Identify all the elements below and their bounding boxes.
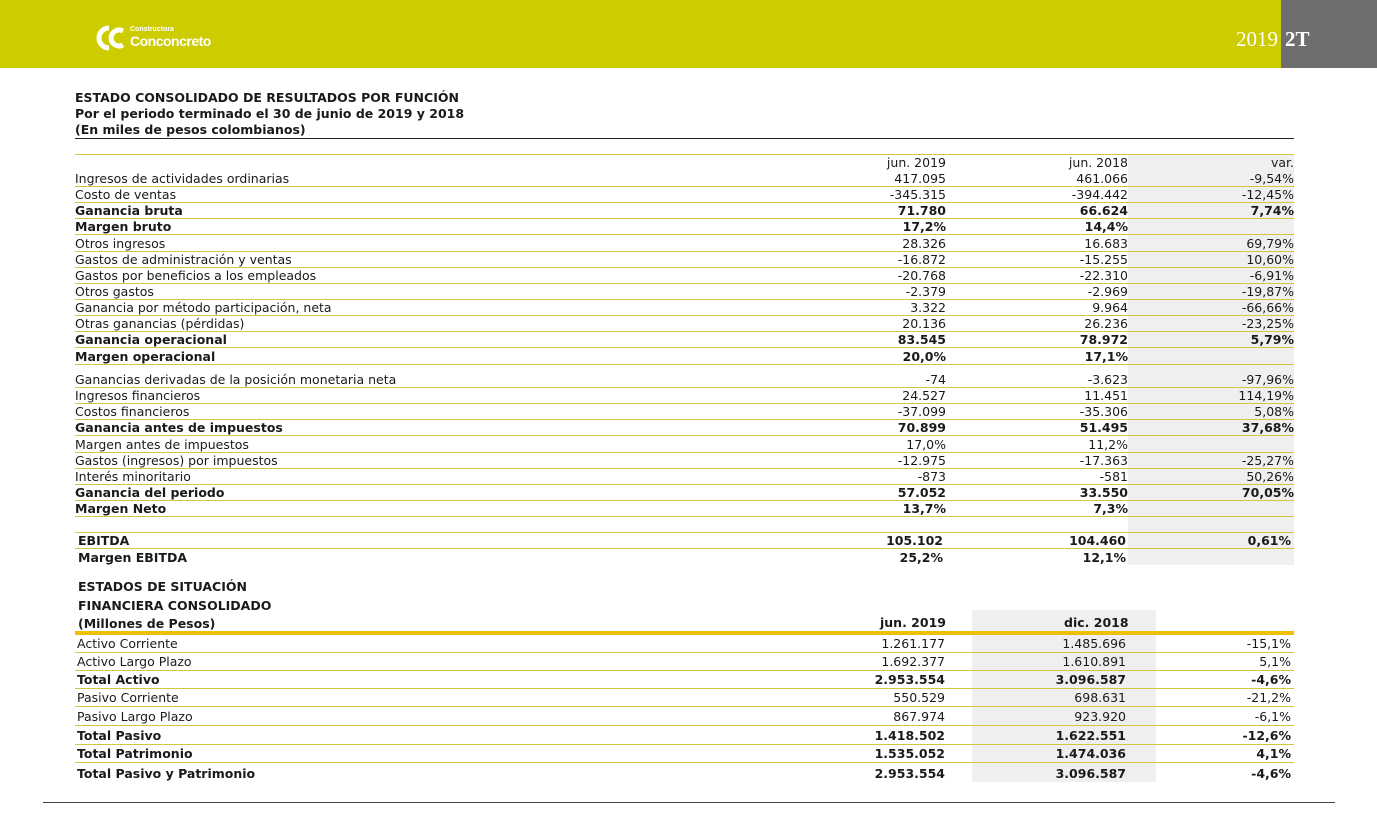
row-label: Activo Corriente [77, 636, 178, 651]
value-jun-2018: 78.972 [1079, 332, 1128, 347]
value-jun-2018: -581 [1099, 469, 1128, 484]
value-var: -6,1% [1254, 709, 1291, 724]
value-jun-2019: -20.768 [897, 268, 946, 283]
value-jun-2018: 66.624 [1079, 203, 1128, 218]
income-row [75, 203, 1294, 219]
income-row [75, 453, 1294, 469]
value-jun-2019: -345.315 [889, 187, 946, 202]
balance-row [75, 708, 1294, 726]
income-row [75, 268, 1294, 284]
value-jun-2018: 26.236 [1084, 316, 1128, 331]
income-title-line: (En miles de pesos colombianos) [75, 122, 306, 137]
income-row [75, 404, 1294, 420]
value-jun-2019: 71.780 [897, 203, 946, 218]
income-row [75, 437, 1294, 453]
value-jun-2019: -74 [925, 372, 946, 387]
value-var: 70,05% [1241, 485, 1294, 500]
value-dic-2018: 1.610.891 [1062, 654, 1126, 669]
income-row [75, 485, 1294, 501]
value-jun-2019: 20.136 [902, 316, 946, 331]
row-label: Ganancia del periodo [75, 485, 225, 500]
value-var: -9,54% [1249, 171, 1294, 186]
income-row [75, 316, 1294, 332]
row-label: Total Patrimonio [77, 746, 193, 761]
value-jun-2018: 33.550 [1079, 485, 1128, 500]
value-var: 4,1% [1256, 746, 1291, 761]
value-jun-2019: 70.899 [897, 420, 946, 435]
row-label: Margen antes de impuestos [75, 437, 249, 452]
balance-title-line: ESTADOS DE SITUACIÓN [78, 579, 247, 594]
value-jun-2018: 461.066 [1076, 171, 1128, 186]
value-jun-2018: 11,2% [1088, 437, 1128, 452]
value-jun-2019: 867.974 [893, 709, 945, 724]
value-dic-2018: 698.631 [1074, 690, 1126, 705]
value-var: 69,79% [1246, 236, 1294, 251]
value-jun-2019: 550.529 [893, 690, 945, 705]
row-label: Margen Neto [75, 501, 167, 516]
balance-row [75, 635, 1294, 653]
value-var: -21,2% [1246, 690, 1291, 705]
value-jun-2019: 3.322 [910, 300, 946, 315]
row-label: Pasivo Largo Plazo [77, 709, 193, 724]
row-label: Pasivo Corriente [77, 690, 179, 705]
row-label: Otras ganancias (pérdidas) [75, 316, 245, 331]
value-jun-2019: 57.052 [897, 485, 946, 500]
value-dic-2018: 3.096.587 [1055, 672, 1126, 687]
row-label: Ingresos financieros [75, 388, 201, 403]
value-jun-2018: -3.623 [1087, 372, 1128, 387]
value-var: -23,25% [1241, 316, 1294, 331]
income-row [75, 332, 1294, 348]
value-jun-2019: 24.527 [902, 388, 946, 403]
value-jun-2019: 25,2% [899, 550, 943, 565]
value-jun-2018: 17,1% [1084, 349, 1128, 364]
balance-row [75, 764, 1294, 782]
value-jun-2019: 13,7% [902, 501, 946, 516]
value-jun-2019: -873 [917, 469, 946, 484]
footer-divider [43, 802, 1335, 803]
income-row [75, 348, 1294, 365]
row-label: Costos financieros [75, 404, 190, 419]
value-jun-2019: 17,0% [906, 437, 946, 452]
value-jun-2018: -22.310 [1079, 268, 1128, 283]
value-jun-2019: 417.095 [894, 171, 946, 186]
row-label: Otros ingresos [75, 236, 166, 251]
value-var: -15,1% [1246, 636, 1291, 651]
value-var: -4,6% [1251, 766, 1291, 781]
title-divider [75, 138, 1294, 139]
value-jun-2018: 7,3% [1093, 501, 1128, 516]
row-label: Gastos por beneficios a los empleados [75, 268, 317, 283]
balance-title-line: (Millones de Pesos) [78, 616, 216, 631]
income-row [75, 388, 1294, 404]
logo-subtitle: Constructora [130, 26, 174, 33]
value-dic-2018: 1.474.036 [1055, 746, 1126, 761]
row-label: Ganancia operacional [75, 332, 227, 347]
income-row [75, 420, 1294, 436]
row-label: Ingresos de actividades ordinarias [75, 171, 290, 186]
row-label: Margen EBITDA [78, 550, 188, 565]
value-var: 114,19% [1238, 388, 1294, 403]
value-dic-2018: 3.096.587 [1055, 766, 1126, 781]
balance-row [75, 745, 1294, 763]
income-row [75, 501, 1294, 517]
balance-title-line: FINANCIERA CONSOLIDADO [78, 598, 272, 613]
value-var: -25,27% [1241, 453, 1294, 468]
income-header-row [75, 154, 1294, 171]
row-label: Total Pasivo y Patrimonio [77, 766, 256, 781]
col-header-jun-2019: jun. 2019 [886, 155, 946, 170]
income-row [75, 365, 1294, 388]
income-title-line: Por el periodo terminado el 30 de junio de 2019 y 2018 [75, 106, 465, 121]
income-row [75, 236, 1294, 252]
value-jun-2018: 9.964 [1092, 300, 1128, 315]
balance-row [75, 727, 1294, 745]
value-dic-2018: 923.920 [1074, 709, 1126, 724]
header-bar [0, 0, 1377, 68]
col-header-jun-2018: jun. 2018 [1068, 155, 1128, 170]
bs-col-header-dic-2018: dic. 2018 [1064, 615, 1129, 630]
row-label: Margen bruto [75, 219, 172, 234]
value-jun-2018: -394.442 [1071, 187, 1128, 202]
value-dic-2018: 1.622.551 [1055, 728, 1126, 743]
value-jun-2018: -15.255 [1079, 252, 1128, 267]
value-var: 50,26% [1246, 469, 1294, 484]
row-label: EBITDA [78, 533, 130, 548]
value-jun-2018: 12,1% [1082, 550, 1126, 565]
value-jun-2019: 1.535.052 [874, 746, 945, 761]
row-label: Ganancias derivadas de la posición monetaria neta [75, 372, 397, 387]
value-var: 10,60% [1246, 252, 1294, 267]
balance-row [75, 653, 1294, 671]
value-jun-2019: 17,2% [902, 219, 946, 234]
row-label: Otros gastos [75, 284, 154, 299]
value-var: 7,74% [1250, 203, 1294, 218]
value-var: -6,91% [1249, 268, 1294, 283]
value-jun-2019: -2.379 [905, 284, 946, 299]
value-jun-2019: 1.692.377 [881, 654, 945, 669]
row-label: Interés minoritario [75, 469, 191, 484]
income-row [75, 469, 1294, 485]
value-var: -4,6% [1251, 672, 1291, 687]
value-var: -19,87% [1241, 284, 1294, 299]
value-dic-2018: 1.485.696 [1062, 636, 1126, 651]
row-label: Activo Largo Plazo [77, 654, 192, 669]
value-jun-2018: -2.969 [1087, 284, 1128, 299]
balance-row [75, 671, 1294, 689]
value-var: -12,45% [1241, 187, 1294, 202]
income-row [75, 171, 1294, 187]
value-jun-2019: -12.975 [897, 453, 946, 468]
value-jun-2019: 1.261.177 [881, 636, 945, 651]
value-jun-2019: -37.099 [897, 404, 946, 419]
value-jun-2019: 20,0% [902, 349, 946, 364]
value-jun-2018: 104.460 [1069, 533, 1126, 548]
value-var: 0,61% [1247, 533, 1291, 548]
row-label: Total Pasivo [77, 728, 162, 743]
row-label: Total Activo [77, 672, 160, 687]
value-jun-2018: 11.451 [1084, 388, 1128, 403]
row-label: Ganancia antes de impuestos [75, 420, 283, 435]
report-year: 2019 [1236, 27, 1278, 51]
value-jun-2019: 2.953.554 [874, 766, 945, 781]
col-header-var: var. [1270, 155, 1294, 170]
row-label: Gastos de administración y ventas [75, 252, 292, 267]
value-var: -66,66% [1241, 300, 1294, 315]
row-label: Gastos (ingresos) por impuestos [75, 453, 278, 468]
value-jun-2019: 1.418.502 [874, 728, 945, 743]
income-row [75, 187, 1294, 203]
value-jun-2018: -35.306 [1079, 404, 1128, 419]
row-label: Ganancia por método participación, neta [75, 300, 332, 315]
bs-col-header-jun-2019: jun. 2019 [880, 615, 946, 630]
value-var: 5,08% [1254, 404, 1294, 419]
row-label: Ganancia bruta [75, 203, 183, 218]
balance-row [75, 689, 1294, 707]
row-label: Margen operacional [75, 349, 216, 364]
value-var: 5,1% [1259, 654, 1291, 669]
value-var: -97,96% [1241, 372, 1294, 387]
logo-wordmark: Conconcreto [130, 33, 211, 49]
income-row [75, 284, 1294, 300]
income-row [75, 533, 1294, 549]
value-jun-2019: 105.102 [886, 533, 943, 548]
income-row [75, 517, 1294, 533]
value-jun-2018: -17.363 [1079, 453, 1128, 468]
income-statement-title [75, 90, 464, 138]
value-jun-2018: 14,4% [1084, 219, 1128, 234]
income-row [75, 549, 1294, 565]
value-var: -12,6% [1242, 728, 1291, 743]
value-var: 37,68% [1241, 420, 1294, 435]
value-jun-2019: 2.953.554 [874, 672, 945, 687]
income-row [75, 219, 1294, 235]
value-jun-2019: -16.872 [897, 252, 946, 267]
row-label: Costo de ventas [75, 187, 177, 202]
quarter-box [1281, 0, 1377, 68]
value-jun-2018: 16.683 [1084, 236, 1128, 251]
income-row [75, 252, 1294, 268]
value-jun-2018: 51.495 [1079, 420, 1128, 435]
value-jun-2019: 83.545 [897, 332, 946, 347]
income-row [75, 300, 1294, 316]
income-title-line: ESTADO CONSOLIDADO DE RESULTADOS POR FUNCIÓN [75, 90, 459, 105]
logo-mark-icon [96, 25, 126, 51]
value-var: 5,79% [1250, 332, 1294, 347]
report-quarter: 2T [1285, 27, 1310, 51]
value-jun-2019: 28.326 [902, 236, 946, 251]
